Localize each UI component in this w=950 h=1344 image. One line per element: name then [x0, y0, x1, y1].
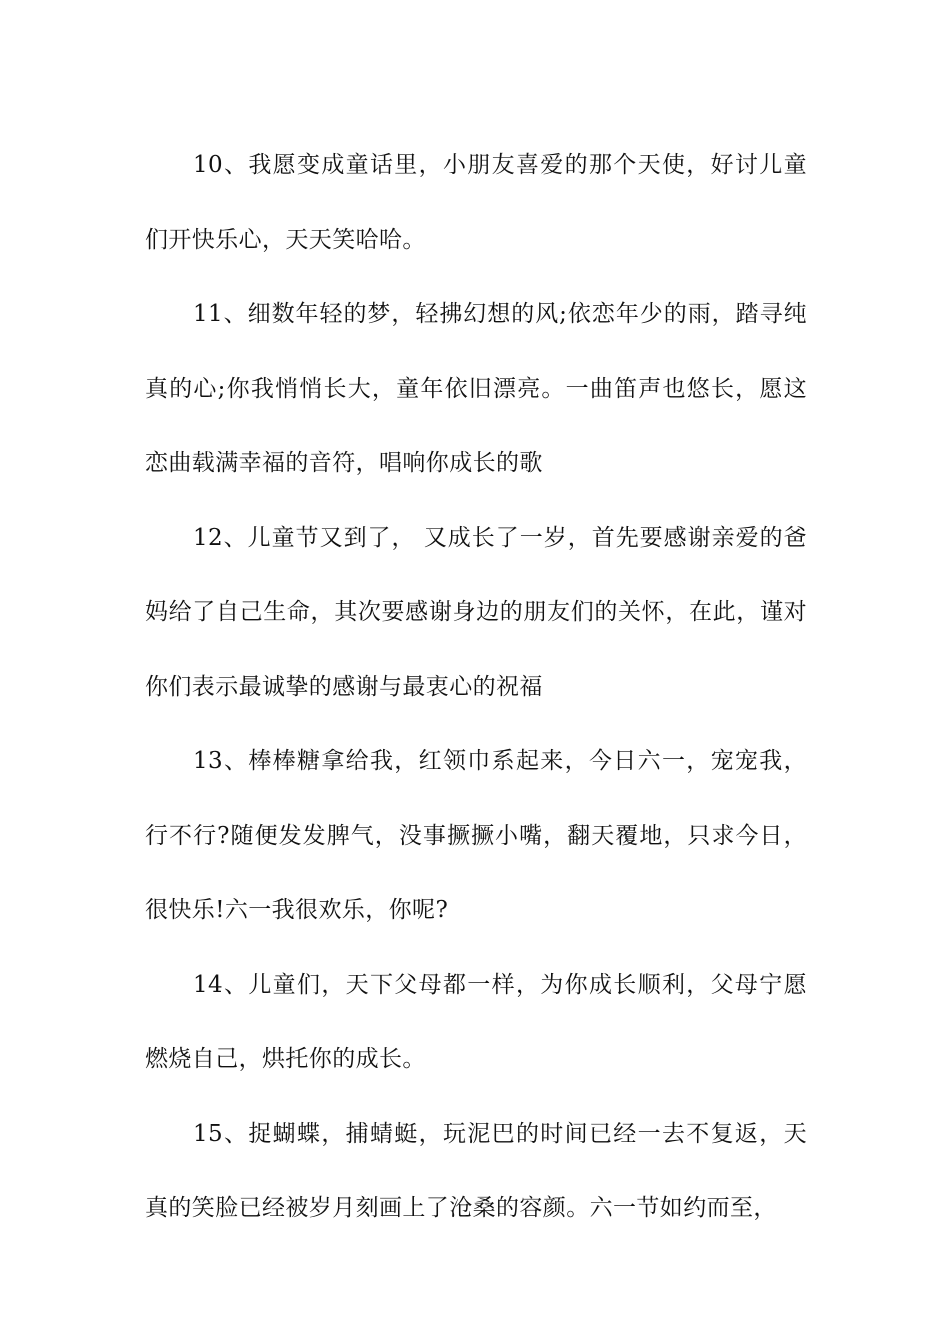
paragraph-15: 15、捉蝴蝶，捕蜻蜓，玩泥巴的时间已经一去不复返，天真的笑脸已经被岁月刻画上了沧桑的容颜。六一节如约而至，: [145, 1120, 807, 1221]
paragraph-13: 13、棒棒糖拿给我，红领巾系起来，今日六一，宠宠我，行不行?随便发发脾气，没事撅撅小嘴，翻天覆地，只求今日，很快乐!六一我很欢乐，你呢?: [145, 748, 807, 923]
paragraph-11: 11、细数年轻的梦，轻拂幻想的风;依恋年少的雨，踏寻纯真的心;你我悄悄长大，童年依旧漂亮。一曲笛声也悠长，愿这恋曲载满幸福的音符，唱响你成长的歌: [145, 301, 807, 476]
paragraph-10: 10、我愿变成童话里，小朋友喜爱的那个天使，好讨儿童们开快乐心，天天笑哈哈。: [145, 152, 807, 253]
paragraph-12: 12、儿童节又到了， 又成长了一岁，首先要感谢亲爱的爸妈给了自己生命，其次要感谢身边的朋友们的关怀，在此，谨对你们表示最诚挚的感谢与最衷心的祝福: [145, 524, 807, 700]
document-body: [145, 128, 807, 1246]
paragraph-14: 14、儿童们，天下父母都一样，为你成长顺利，父母宁愿燃烧自己，烘托你的成长。: [145, 971, 807, 1072]
